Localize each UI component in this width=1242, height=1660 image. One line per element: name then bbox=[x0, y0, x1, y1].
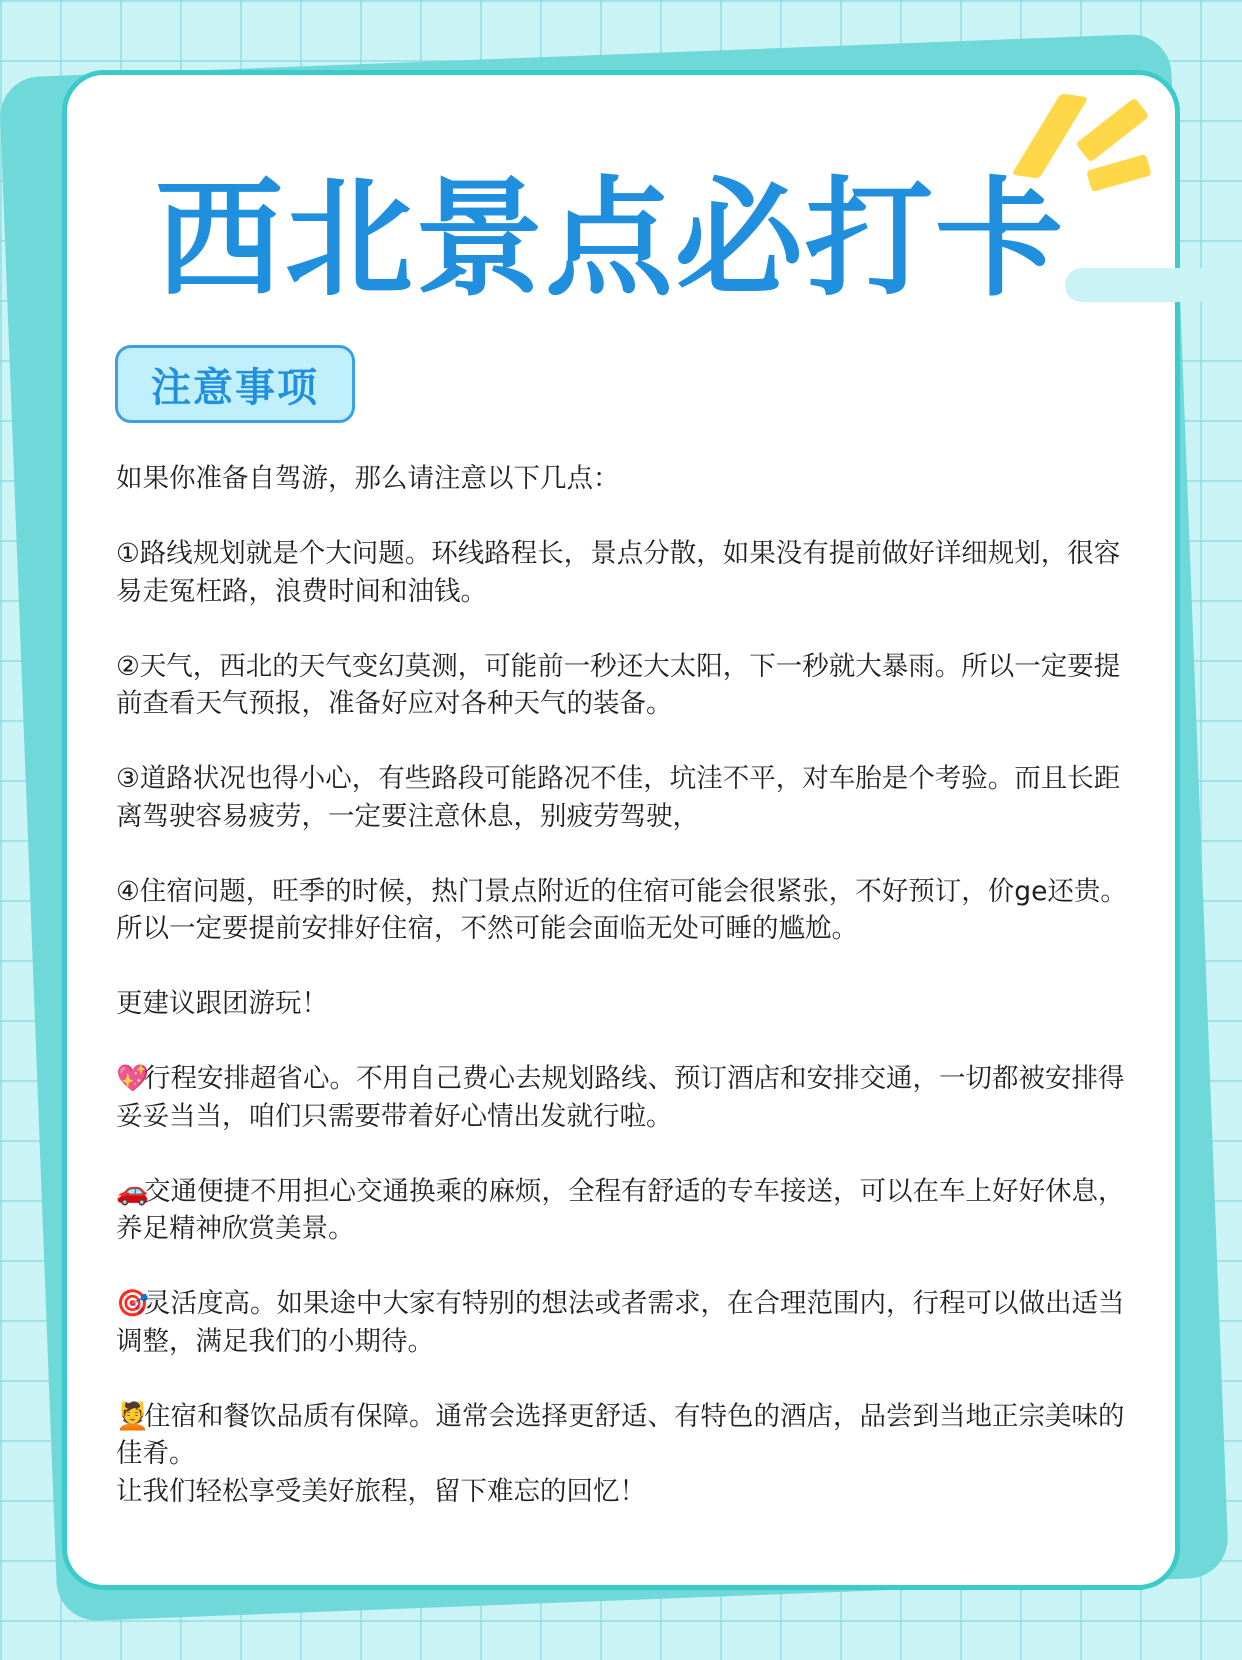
point-3: ③道路状况也得小心，有些路段可能路况不佳，坑洼不平，对车胎是个考验。而且长距离驾驶容易疲劳，一定要注意休息，别疲劳驾驶， bbox=[116, 763, 1121, 832]
section-badge: 注意事项 bbox=[115, 345, 355, 423]
recommendation-text: 更建议跟团游玩！ bbox=[116, 988, 328, 1019]
target-icon: 🎯 bbox=[116, 1288, 149, 1319]
closing-text: 让我们轻松享受美好旅程，留下难忘的回忆！ bbox=[116, 1475, 646, 1507]
heart-icon: 💖 bbox=[116, 1063, 149, 1094]
intro-text: 如果你准备自驾游，那么请注意以下几点： bbox=[116, 463, 620, 494]
point-1: ①路线规划就是个大问题。环线路程长，景点分散，如果没有提前做好详细规划，很容易走冤枉路，浪费时间和油钱。 bbox=[116, 538, 1121, 607]
benefit-text: 交通便捷不用担心交通换乘的麻烦，全程有舒适的专车接送，可以在车上好好休息，养足精神欣赏美景。 bbox=[116, 1175, 1125, 1244]
car-icon: 🚗 bbox=[116, 1175, 149, 1207]
benefit-text: 行程安排超省心。不用自己费心去规划路线、预订酒店和安排交通，一切都被安排得妥妥当当，咱们只需要带着好心情出发就行啦。 bbox=[116, 1063, 1125, 1132]
article-body bbox=[116, 460, 1136, 1510]
benefit-text: 住宿和餐饮品质有保障。通常会选择更舒适、有特色的酒店，品尝到当地正宗美味的佳肴。 bbox=[116, 1400, 1125, 1469]
point-4: ④住宿问题，旺季的时候，热门景点附近的住宿可能会很紧张，不好预订，价ge还贵。所以一定要提前安排好住宿，不然可能会面临无处可睡的尴尬。 bbox=[116, 875, 1127, 944]
page-title: 西北景点必打卡 bbox=[155, 165, 1066, 314]
benefit-item bbox=[116, 1398, 1136, 1473]
benefit-item bbox=[116, 1173, 1136, 1248]
point-2: ②天气，西北的天气变幻莫测，可能前一秒还大太阳，下一秒就大暴雨。所以一定要提前查看天气预报，准备好应对各种天气的装备。 bbox=[116, 650, 1121, 719]
benefit-item bbox=[116, 1285, 1136, 1360]
spa-person-icon: 💆 bbox=[116, 1400, 149, 1432]
benefit-text: 灵活度高。如果途中大家有特别的想法或者需求，在合理范围内，行程可以做出适当调整，满足我们的小期待。 bbox=[116, 1288, 1125, 1357]
benefit-item bbox=[116, 1060, 1136, 1135]
